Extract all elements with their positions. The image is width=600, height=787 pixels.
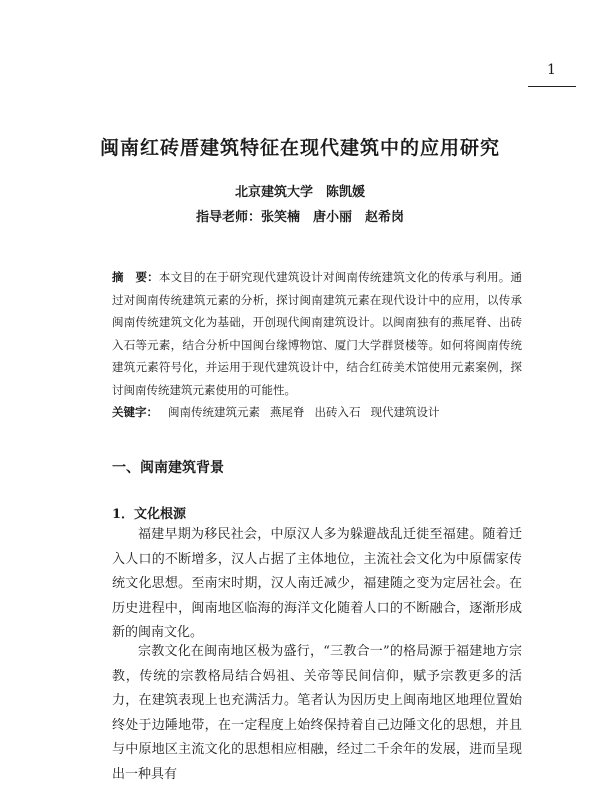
body-paragraph: 宗教文化在闽南地区极为盛行，“三教合一”的格局源于福建地方宗教，传统的宗教格局结合妈祖、关帝等民间信仰，赋予宗教更多的活力，在建筑表现上也充满活力。笔者认为因历史上闽南地区地理位置始终处于边陲地带，在一定程度上始终保持着自己边陲文化的思想，并且与中原地区主流文化的思想相应相融，经过二千余年的发展，进而呈现出一种具有	[112, 644, 522, 782]
page-number-rule	[528, 86, 576, 87]
abstract	[112, 266, 522, 401]
keywords	[112, 404, 522, 420]
keyword-term: 出砖入石	[314, 405, 361, 419]
abstract-text: 本文目的在于研究现代建筑设计对闽南传统建筑文化的传承与利用。通过对闽南传统建筑元素的分析，探讨闽南建筑元素在现代设计中的应用，以传承闽南传统建筑文化为基础，开创现代闽南建筑设计。以闽南独有的燕尾脊、出砖入石等元素，结合分析中国闽台缘博物馆、厦门大学群贤楼等。如何将闽南传统建筑元素符号化，并运用于现代建筑设计中，结合红砖美术馆使用元素案例，探讨闽南传统建筑元素使用的可能性。	[112, 270, 523, 397]
keyword-term: 现代建筑设计	[370, 405, 440, 419]
section-heading: 一、闽南建筑背景	[112, 460, 224, 476]
keyword-term: 闽南传统建筑元素	[168, 405, 260, 419]
keywords-label: 关键字：	[112, 405, 158, 419]
paper-title: 闽南红砖厝建筑特征在现代建筑中的应用研究	[99, 137, 500, 159]
page-number: 1	[547, 62, 556, 78]
subsection-heading: 1．文化根源	[112, 507, 187, 522]
keyword-term: 燕尾脊	[270, 405, 305, 419]
abstract-label: 摘 要：	[112, 270, 159, 284]
author-line: 北京建筑大学 陈凯媛	[234, 185, 365, 200]
body-paragraph: 福建早期为移民社会，中原汉人多为躲避战乱迁徙至福建。随着迁入人口的不断增多，汉人占据了主体地位，主流社会文化为中原儒家传统文化思想。至南宋时期，汉人南迁减少，福建随之变为定居社会。在历史进程中，闽南地区临海的海洋文化随着人口的不断融合，逐渐形成新的闽南文化。	[112, 527, 522, 640]
advisor-line: 指导老师：张笑楠 唐小丽 赵希岗	[195, 210, 404, 225]
